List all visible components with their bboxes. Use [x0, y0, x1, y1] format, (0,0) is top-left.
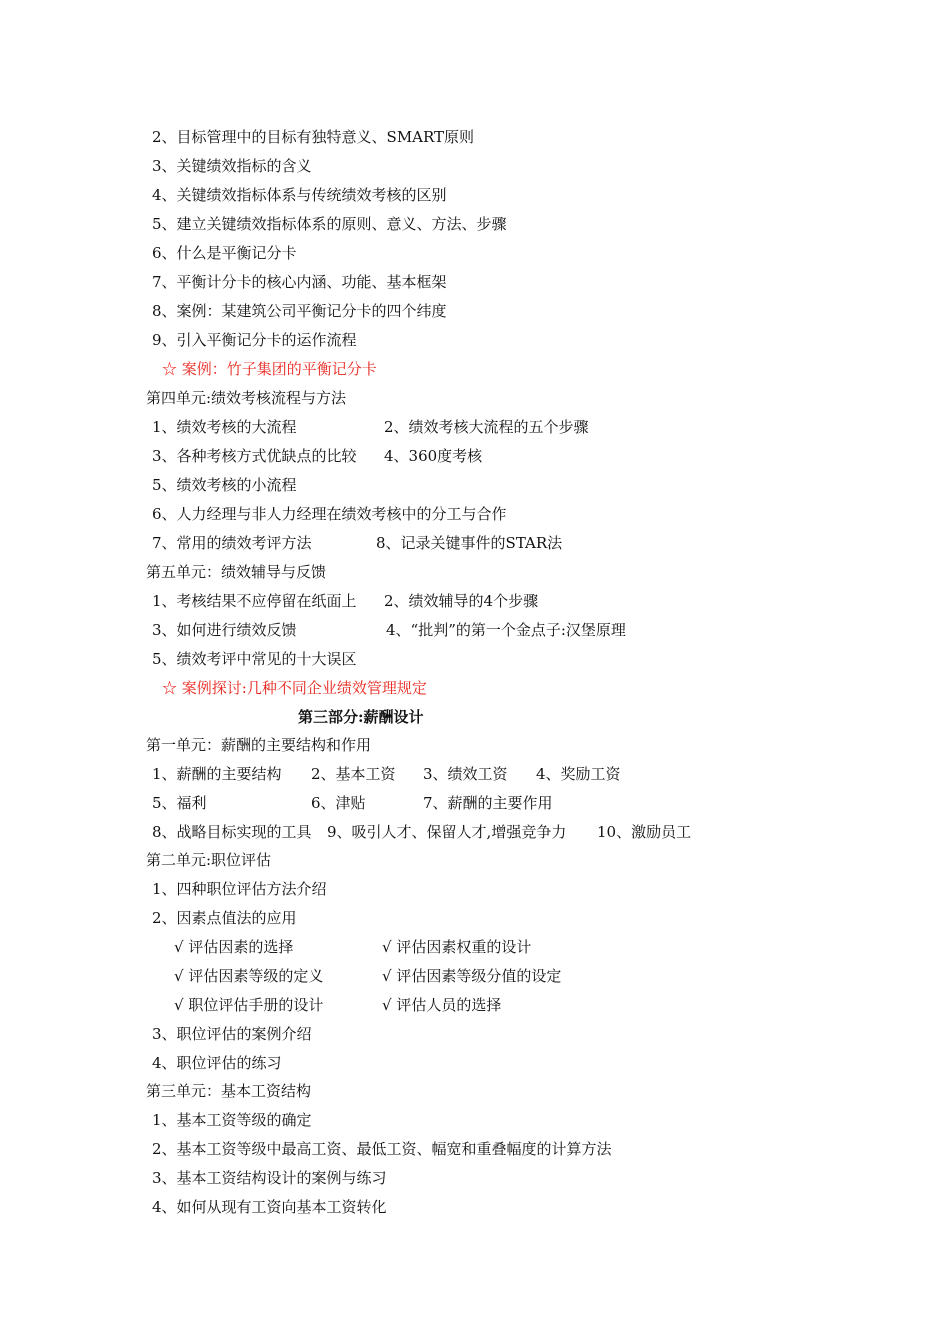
case-highlight: ☆ 案例探讨:几种不同企业绩效管理规定	[162, 679, 427, 697]
text-line: 2、目标管理中的目标有独特意义、SMART原则	[152, 128, 475, 146]
text-line: 7、平衡计分卡的核心内涵、功能、基本框架	[152, 273, 447, 291]
text-line: 5、绩效考核的小流程	[152, 476, 297, 494]
text-line: 1、四种职位评估方法介绍	[152, 880, 327, 898]
text-line: 3、如何进行绩效反馈	[152, 621, 297, 639]
unit-heading: 第一单元：薪酬的主要结构和作用	[146, 736, 372, 754]
text-line: 2、绩效辅导的4个步骤	[384, 592, 539, 610]
text-line: 7、常用的绩效考评方法	[152, 534, 312, 552]
text-line: 3、绩效工资	[423, 765, 508, 783]
check-item: √ 评估因素等级分值的设定	[382, 967, 562, 985]
unit-heading: 第五单元：绩效辅导与反馈	[146, 563, 327, 581]
check-item: √ 评估因素的选择	[174, 938, 294, 956]
text-line: 5、建立关键绩效指标体系的原则、意义、方法、步骤	[152, 215, 507, 233]
text-line: 1、考核结果不应停留在纸面上	[152, 592, 357, 610]
check-item: √ 评估因素权重的设计	[382, 938, 532, 956]
unit-heading: 第三单元：基本工资结构	[146, 1082, 312, 1100]
text-line: 2、绩效考核大流程的五个步骤	[384, 418, 589, 436]
text-line: 4、360度考核	[384, 447, 483, 465]
text-line: 3、关键绩效指标的含义	[152, 157, 312, 175]
text-line: 4、关键绩效指标体系与传统绩效考核的区别	[152, 186, 447, 204]
text-line: 1、薪酬的主要结构	[152, 765, 282, 783]
text-line: 3、职位评估的案例介绍	[152, 1025, 312, 1043]
text-line: 6、什么是平衡记分卡	[152, 244, 297, 262]
text-line: 3、基本工资结构设计的案例与练习	[152, 1169, 387, 1187]
text-line: 8、记录关键事件的STAR法	[376, 534, 563, 552]
text-line: 6、津贴	[311, 794, 366, 812]
case-highlight: ☆ 案例：竹子集团的平衡记分卡	[162, 360, 377, 378]
text-line: 9、吸引人才、保留人才,增强竞争力	[327, 823, 567, 841]
text-line: 9、引入平衡记分卡的运作流程	[152, 331, 357, 349]
text-line: 2、基本工资等级中最高工资、最低工资、幅宽和重叠幅度的计算方法	[152, 1140, 612, 1158]
check-item: √ 评估人员的选择	[382, 996, 502, 1014]
unit-heading: 第二单元:职位评估	[146, 851, 272, 869]
text-line: 8、案例：某建筑公司平衡记分卡的四个纬度	[152, 302, 447, 320]
check-item: √ 评估因素等级的定义	[174, 967, 324, 985]
text-line: 2、基本工资	[311, 765, 396, 783]
text-line: 5、绩效考评中常见的十大误区	[152, 650, 357, 668]
text-line: 3、各种考核方式优缺点的比较	[152, 447, 357, 465]
check-item: √ 职位评估手册的设计	[174, 996, 324, 1014]
text-line: 4、职位评估的练习	[152, 1054, 282, 1072]
unit-heading: 第四单元:绩效考核流程与方法	[146, 389, 347, 407]
text-line: 1、绩效考核的大流程	[152, 418, 297, 436]
text-line: 4、奖励工资	[536, 765, 621, 783]
part-heading: 第三部分:薪酬设计	[298, 708, 424, 726]
text-line: 6、人力经理与非人力经理在绩效考核中的分工与合作	[152, 505, 507, 523]
text-line: 7、薪酬的主要作用	[423, 794, 553, 812]
text-line: 5、福利	[152, 794, 207, 812]
text-line: 4、“批判”的第一个金点子:汉堡原理	[386, 621, 626, 639]
text-line: 4、如何从现有工资向基本工资转化	[152, 1198, 387, 1216]
text-line: 2、因素点值法的应用	[152, 909, 297, 927]
text-line: 10、激励员工	[597, 823, 692, 841]
text-line: 8、战略目标实现的工具	[152, 823, 312, 841]
text-line: 1、基本工资等级的确定	[152, 1111, 312, 1129]
